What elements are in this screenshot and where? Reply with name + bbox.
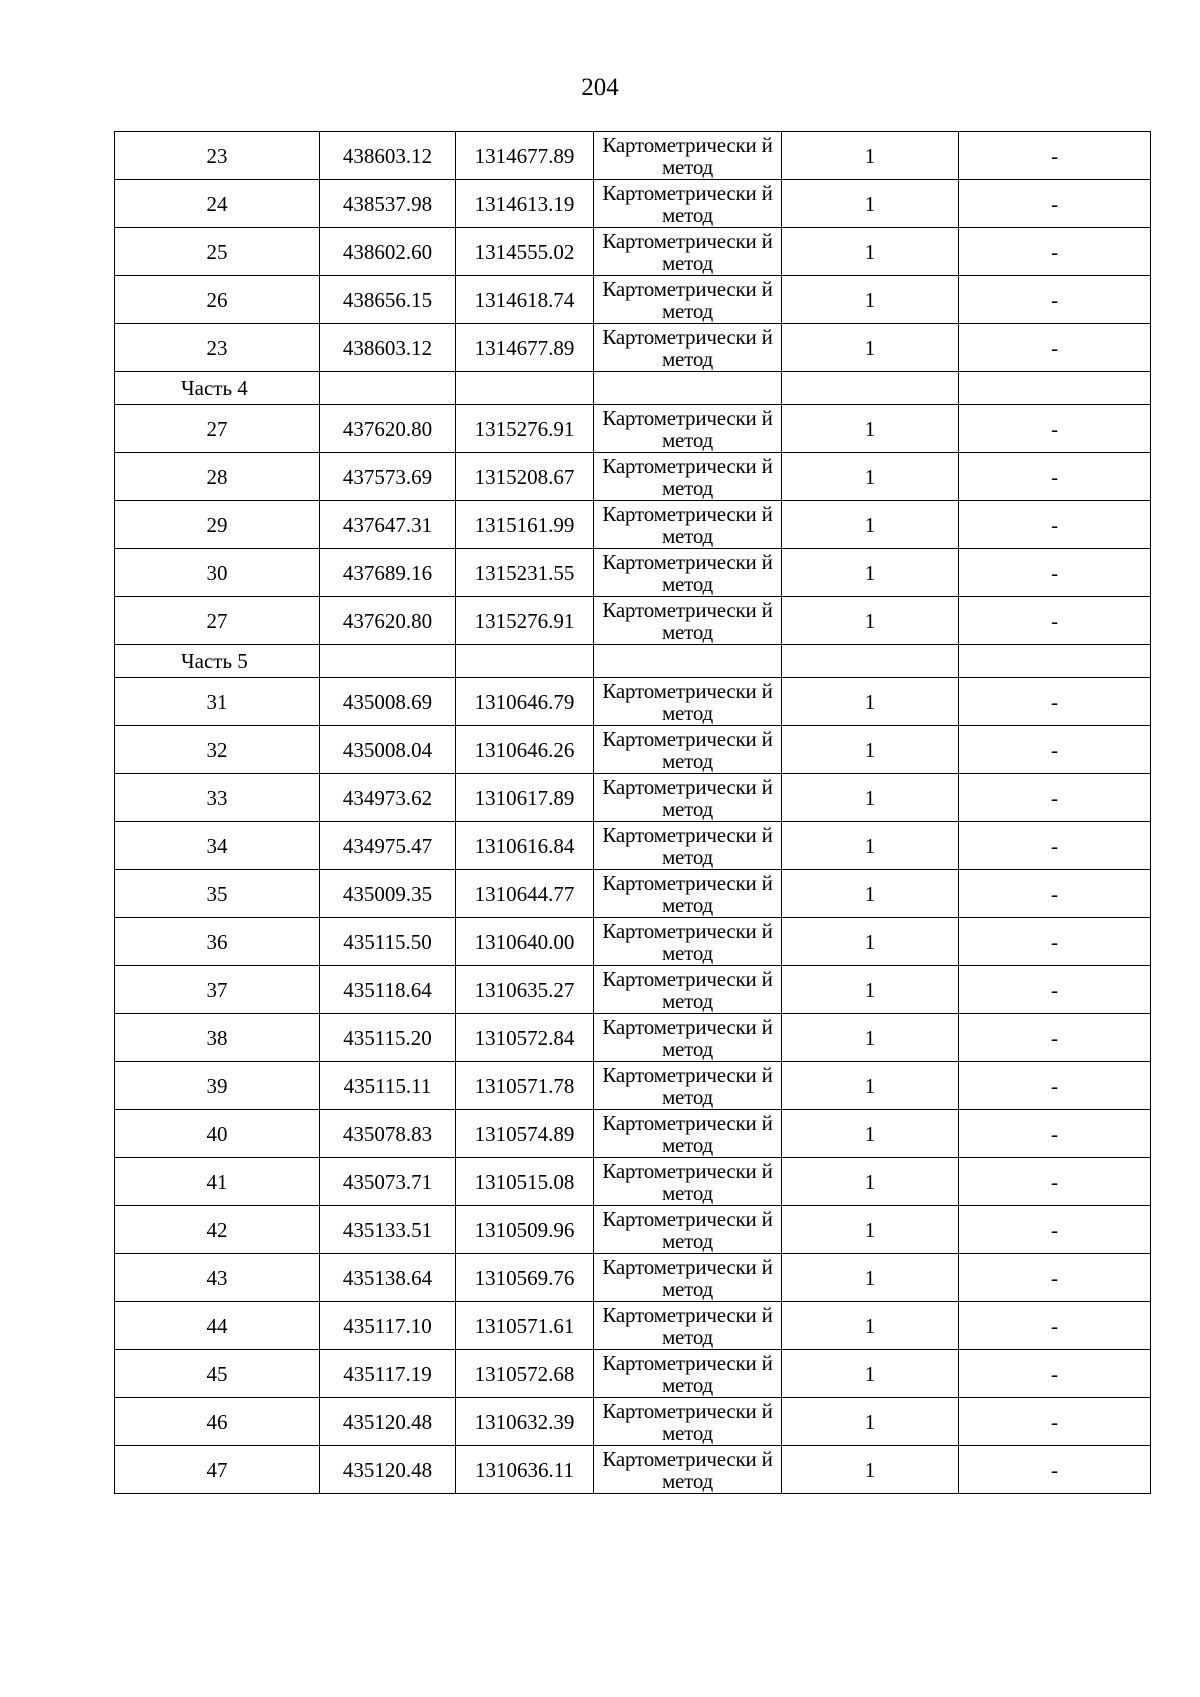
- method-text: Картометрически й метод: [602, 1207, 773, 1252]
- accuracy-cell: 1: [782, 1254, 959, 1302]
- coordinates-table: [114, 131, 1151, 1494]
- point-number-cell: 26: [115, 276, 320, 324]
- method-text: Картометрически й метод: [602, 1159, 773, 1204]
- accuracy-cell: 1: [782, 597, 959, 645]
- table-row: [115, 1110, 1151, 1158]
- point-number-cell: 24: [115, 180, 320, 228]
- point-number-cell: 23: [115, 324, 320, 372]
- x-coordinate-cell: 434973.62: [320, 774, 456, 822]
- x-coordinate-cell: 437573.69: [320, 453, 456, 501]
- method-text: Картометрически й метод: [602, 1399, 773, 1444]
- method-cell: [594, 1014, 782, 1062]
- x-coordinate-cell: 435073.71: [320, 1158, 456, 1206]
- x-coordinate-cell: 438603.12: [320, 132, 456, 180]
- y-coordinate-cell: 1310509.96: [456, 1206, 594, 1254]
- accuracy-cell: 1: [782, 1350, 959, 1398]
- x-coordinate-cell: 438603.12: [320, 324, 456, 372]
- empty-cell: [959, 645, 1151, 678]
- method-cell: [594, 549, 782, 597]
- section-label: Часть 4: [115, 372, 320, 405]
- point-number-cell: 29: [115, 501, 320, 549]
- y-coordinate-cell: 1310574.89: [456, 1110, 594, 1158]
- x-coordinate-cell: 435008.69: [320, 678, 456, 726]
- table-row: [115, 549, 1151, 597]
- accuracy-cell: 1: [782, 324, 959, 372]
- x-coordinate-cell: 435009.35: [320, 870, 456, 918]
- point-number-cell: 32: [115, 726, 320, 774]
- y-coordinate-cell: 1315276.91: [456, 405, 594, 453]
- method-cell: [594, 405, 782, 453]
- accuracy-cell: 1: [782, 1110, 959, 1158]
- accuracy-cell: 1: [782, 822, 959, 870]
- method-cell: [594, 180, 782, 228]
- point-number-cell: 45: [115, 1350, 320, 1398]
- y-coordinate-cell: 1314677.89: [456, 324, 594, 372]
- point-number-cell: 39: [115, 1062, 320, 1110]
- note-cell: -: [959, 1350, 1151, 1398]
- method-cell: [594, 276, 782, 324]
- table-row: [115, 132, 1151, 180]
- note-cell: -: [959, 405, 1151, 453]
- method-text: Картометрически й метод: [602, 133, 773, 178]
- method-cell: [594, 597, 782, 645]
- y-coordinate-cell: 1314677.89: [456, 132, 594, 180]
- method-cell: [594, 228, 782, 276]
- method-text: Картометрически й метод: [602, 181, 773, 226]
- point-number-cell: 35: [115, 870, 320, 918]
- y-coordinate-cell: 1310515.08: [456, 1158, 594, 1206]
- empty-cell: [959, 372, 1151, 405]
- table-row: [115, 870, 1151, 918]
- y-coordinate-cell: 1310646.26: [456, 726, 594, 774]
- accuracy-cell: 1: [782, 966, 959, 1014]
- table-row: [115, 405, 1151, 453]
- x-coordinate-cell: 435120.48: [320, 1446, 456, 1494]
- table-row: [115, 453, 1151, 501]
- point-number-cell: 43: [115, 1254, 320, 1302]
- method-text: Картометрически й метод: [602, 919, 773, 964]
- method-cell: [594, 1158, 782, 1206]
- point-number-cell: 33: [115, 774, 320, 822]
- accuracy-cell: 1: [782, 726, 959, 774]
- y-coordinate-cell: 1310572.84: [456, 1014, 594, 1062]
- x-coordinate-cell: 437620.80: [320, 405, 456, 453]
- x-coordinate-cell: 435138.64: [320, 1254, 456, 1302]
- accuracy-cell: 1: [782, 180, 959, 228]
- method-cell: [594, 1062, 782, 1110]
- method-text: Картометрически й метод: [602, 1015, 773, 1060]
- x-coordinate-cell: 437647.31: [320, 501, 456, 549]
- method-text: Картометрически й метод: [602, 871, 773, 916]
- y-coordinate-cell: 1310571.61: [456, 1302, 594, 1350]
- y-coordinate-cell: 1314618.74: [456, 276, 594, 324]
- method-cell: [594, 501, 782, 549]
- accuracy-cell: 1: [782, 501, 959, 549]
- x-coordinate-cell: 435117.19: [320, 1350, 456, 1398]
- y-coordinate-cell: 1310632.39: [456, 1398, 594, 1446]
- method-text: Картометрически й метод: [602, 679, 773, 724]
- note-cell: -: [959, 1110, 1151, 1158]
- y-coordinate-cell: 1310571.78: [456, 1062, 594, 1110]
- table-row: [115, 1302, 1151, 1350]
- table-row: [115, 822, 1151, 870]
- empty-cell: [320, 372, 456, 405]
- method-cell: [594, 726, 782, 774]
- method-cell: [594, 774, 782, 822]
- y-coordinate-cell: 1310569.76: [456, 1254, 594, 1302]
- note-cell: -: [959, 678, 1151, 726]
- note-cell: -: [959, 228, 1151, 276]
- empty-cell: [782, 372, 959, 405]
- y-coordinate-cell: 1310636.11: [456, 1446, 594, 1494]
- table-row: [115, 1014, 1151, 1062]
- section-header-row: [115, 372, 1151, 405]
- x-coordinate-cell: 434975.47: [320, 822, 456, 870]
- table-row: [115, 678, 1151, 726]
- accuracy-cell: 1: [782, 405, 959, 453]
- table-row: [115, 726, 1151, 774]
- x-coordinate-cell: 438602.60: [320, 228, 456, 276]
- section-header-row: [115, 645, 1151, 678]
- x-coordinate-cell: 438537.98: [320, 180, 456, 228]
- method-cell: [594, 1302, 782, 1350]
- y-coordinate-cell: 1315276.91: [456, 597, 594, 645]
- method-text: Картометрически й метод: [602, 325, 773, 370]
- accuracy-cell: 1: [782, 276, 959, 324]
- table-row: [115, 1350, 1151, 1398]
- point-number-cell: 36: [115, 918, 320, 966]
- method-cell: [594, 453, 782, 501]
- accuracy-cell: 1: [782, 1302, 959, 1350]
- table-row: [115, 966, 1151, 1014]
- note-cell: -: [959, 726, 1151, 774]
- method-cell: [594, 132, 782, 180]
- note-cell: -: [959, 870, 1151, 918]
- method-text: Картометрически й метод: [602, 406, 773, 451]
- note-cell: -: [959, 1158, 1151, 1206]
- y-coordinate-cell: 1310572.68: [456, 1350, 594, 1398]
- point-number-cell: 28: [115, 453, 320, 501]
- method-text: Картометрически й метод: [602, 967, 773, 1012]
- note-cell: -: [959, 1062, 1151, 1110]
- method-cell: [594, 1206, 782, 1254]
- table-row: [115, 228, 1151, 276]
- point-number-cell: 25: [115, 228, 320, 276]
- x-coordinate-cell: 438656.15: [320, 276, 456, 324]
- empty-cell: [456, 372, 594, 405]
- method-text: Картометрически й метод: [602, 823, 773, 868]
- x-coordinate-cell: 437620.80: [320, 597, 456, 645]
- x-coordinate-cell: 435118.64: [320, 966, 456, 1014]
- accuracy-cell: 1: [782, 549, 959, 597]
- method-text: Картометрически й метод: [602, 550, 773, 595]
- empty-cell: [594, 645, 782, 678]
- table-row: [115, 1398, 1151, 1446]
- x-coordinate-cell: 435133.51: [320, 1206, 456, 1254]
- accuracy-cell: 1: [782, 678, 959, 726]
- method-text: Картометрически й метод: [602, 277, 773, 322]
- empty-cell: [594, 372, 782, 405]
- accuracy-cell: 1: [782, 132, 959, 180]
- y-coordinate-cell: 1310617.89: [456, 774, 594, 822]
- point-number-cell: 38: [115, 1014, 320, 1062]
- point-number-cell: 34: [115, 822, 320, 870]
- accuracy-cell: 1: [782, 228, 959, 276]
- y-coordinate-cell: 1315208.67: [456, 453, 594, 501]
- note-cell: -: [959, 822, 1151, 870]
- method-cell: [594, 1110, 782, 1158]
- page-number: 204: [581, 74, 619, 101]
- x-coordinate-cell: 435117.10: [320, 1302, 456, 1350]
- table-row: [115, 1206, 1151, 1254]
- table-row: [115, 597, 1151, 645]
- method-text: Картометрически й метод: [602, 229, 773, 274]
- method-text: Картометрически й метод: [602, 502, 773, 547]
- note-cell: -: [959, 1302, 1151, 1350]
- note-cell: -: [959, 276, 1151, 324]
- empty-cell: [456, 645, 594, 678]
- accuracy-cell: 1: [782, 1158, 959, 1206]
- table-row: [115, 1158, 1151, 1206]
- point-number-cell: 23: [115, 132, 320, 180]
- method-cell: [594, 822, 782, 870]
- method-cell: [594, 1254, 782, 1302]
- point-number-cell: 47: [115, 1446, 320, 1494]
- method-cell: [594, 918, 782, 966]
- method-cell: [594, 1350, 782, 1398]
- note-cell: -: [959, 1398, 1151, 1446]
- y-coordinate-cell: 1315231.55: [456, 549, 594, 597]
- note-cell: -: [959, 1014, 1151, 1062]
- point-number-cell: 27: [115, 597, 320, 645]
- method-text: Картометрически й метод: [602, 1303, 773, 1348]
- point-number-cell: 44: [115, 1302, 320, 1350]
- x-coordinate-cell: 435115.11: [320, 1062, 456, 1110]
- x-coordinate-cell: 435008.04: [320, 726, 456, 774]
- y-coordinate-cell: 1315161.99: [456, 501, 594, 549]
- table-row: [115, 774, 1151, 822]
- table-row: [115, 180, 1151, 228]
- method-cell: [594, 1446, 782, 1494]
- method-text: Картометрически й метод: [602, 1063, 773, 1108]
- point-number-cell: 27: [115, 405, 320, 453]
- point-number-cell: 46: [115, 1398, 320, 1446]
- method-cell: [594, 1398, 782, 1446]
- y-coordinate-cell: 1310635.27: [456, 966, 594, 1014]
- accuracy-cell: 1: [782, 1206, 959, 1254]
- method-text: Картометрически й метод: [602, 454, 773, 499]
- note-cell: -: [959, 1446, 1151, 1494]
- note-cell: -: [959, 453, 1151, 501]
- point-number-cell: 41: [115, 1158, 320, 1206]
- note-cell: -: [959, 1206, 1151, 1254]
- table-row: [115, 918, 1151, 966]
- note-cell: -: [959, 132, 1151, 180]
- point-number-cell: 30: [115, 549, 320, 597]
- method-cell: [594, 966, 782, 1014]
- accuracy-cell: 1: [782, 870, 959, 918]
- note-cell: -: [959, 501, 1151, 549]
- point-number-cell: 42: [115, 1206, 320, 1254]
- x-coordinate-cell: 435115.20: [320, 1014, 456, 1062]
- method-text: Картометрически й метод: [602, 1255, 773, 1300]
- method-text: Картометрически й метод: [602, 1447, 773, 1492]
- empty-cell: [782, 645, 959, 678]
- y-coordinate-cell: 1310644.77: [456, 870, 594, 918]
- method-text: Картометрически й метод: [602, 1351, 773, 1396]
- method-cell: [594, 870, 782, 918]
- y-coordinate-cell: 1314613.19: [456, 180, 594, 228]
- accuracy-cell: 1: [782, 1446, 959, 1494]
- y-coordinate-cell: 1310640.00: [456, 918, 594, 966]
- x-coordinate-cell: 437689.16: [320, 549, 456, 597]
- method-text: Картометрически й метод: [602, 775, 773, 820]
- empty-cell: [320, 645, 456, 678]
- table-row: [115, 324, 1151, 372]
- table-row: [115, 501, 1151, 549]
- table-row: [115, 276, 1151, 324]
- x-coordinate-cell: 435120.48: [320, 1398, 456, 1446]
- note-cell: -: [959, 324, 1151, 372]
- accuracy-cell: 1: [782, 774, 959, 822]
- method-text: Картометрически й метод: [602, 727, 773, 772]
- method-cell: [594, 678, 782, 726]
- table-row: [115, 1062, 1151, 1110]
- accuracy-cell: 1: [782, 1398, 959, 1446]
- note-cell: -: [959, 597, 1151, 645]
- x-coordinate-cell: 435078.83: [320, 1110, 456, 1158]
- coordinates-table-body: [115, 132, 1151, 1494]
- y-coordinate-cell: 1314555.02: [456, 228, 594, 276]
- point-number-cell: 40: [115, 1110, 320, 1158]
- section-label: Часть 5: [115, 645, 320, 678]
- method-cell: [594, 324, 782, 372]
- note-cell: -: [959, 549, 1151, 597]
- table-row: [115, 1254, 1151, 1302]
- accuracy-cell: 1: [782, 1062, 959, 1110]
- note-cell: -: [959, 918, 1151, 966]
- x-coordinate-cell: 435115.50: [320, 918, 456, 966]
- table-row: [115, 1446, 1151, 1494]
- note-cell: -: [959, 774, 1151, 822]
- method-text: Картометрически й метод: [602, 598, 773, 643]
- point-number-cell: 31: [115, 678, 320, 726]
- point-number-cell: 37: [115, 966, 320, 1014]
- note-cell: -: [959, 1254, 1151, 1302]
- accuracy-cell: 1: [782, 918, 959, 966]
- accuracy-cell: 1: [782, 453, 959, 501]
- method-text: Картометрически й метод: [602, 1111, 773, 1156]
- accuracy-cell: 1: [782, 1014, 959, 1062]
- y-coordinate-cell: 1310646.79: [456, 678, 594, 726]
- note-cell: -: [959, 966, 1151, 1014]
- y-coordinate-cell: 1310616.84: [456, 822, 594, 870]
- note-cell: -: [959, 180, 1151, 228]
